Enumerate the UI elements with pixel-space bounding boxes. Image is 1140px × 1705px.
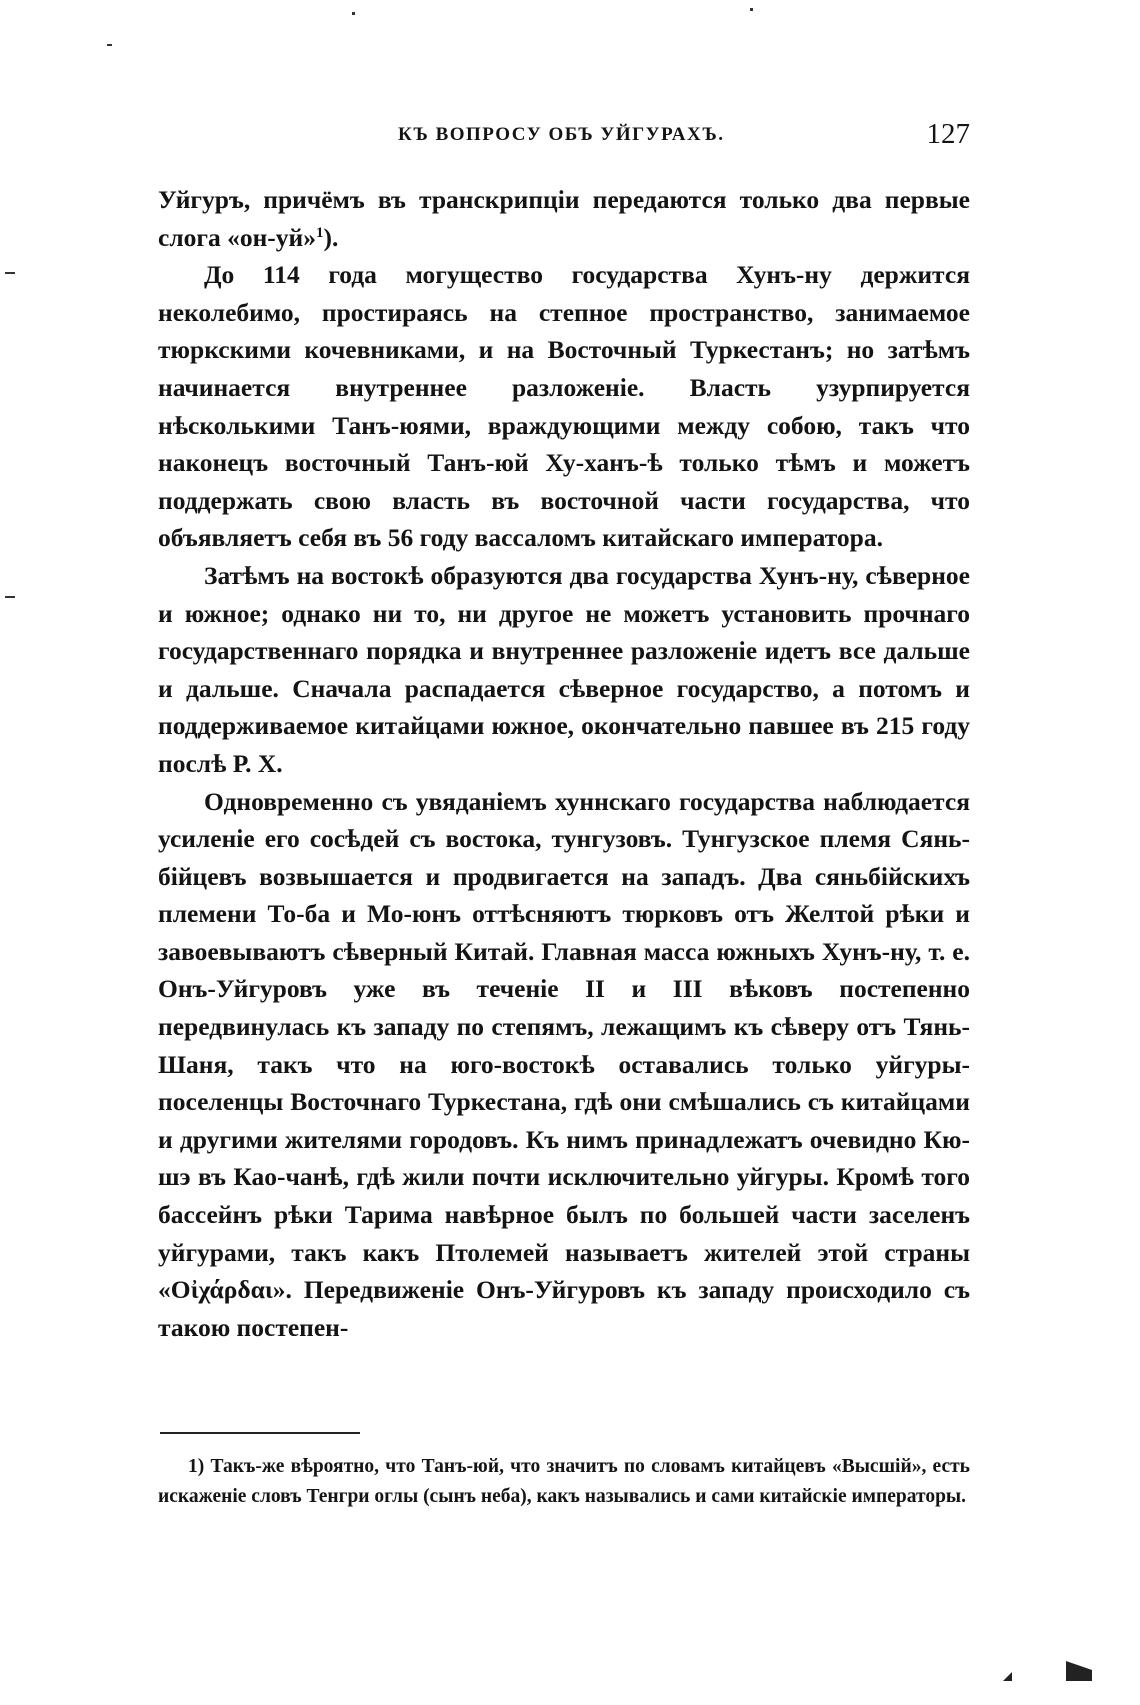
paragraph-2: До 114 года могущество государства Хунъ-ну держится неколебимо, простираясь на степное пространство, занимаемое тюркскими кочевниками, и на Восточный Туркестанъ; но затѣмъ начинается внутреннее разложеніе. Власть узурпируется нѣсколькими Танъ-юями, враждующими между собою, такъ что наконецъ восточный Танъ-юй Ху-ханъ-ѣ только тѣмъ и можетъ поддержать свою власть въ восточной части государства, что объявляетъ себя въ 56 году вассаломъ китайскаго императора. [158,260,970,553]
running-title: КЪ ВОПРОСУ ОБЪ УЙГУРАХЪ. [398,124,725,145]
footnote: 1) Такъ-же вѣроятно, что Танъ-юй, что значитъ по словамъ китайцевъ «Высшій», есть искаженіе словъ Тенгри оглы (сынъ неба), какъ назывались и сами китайскіе императоры. [158,1456,970,1507]
scan-speck [5,272,15,274]
paragraph-1-tail: ). [323,222,339,252]
scan-speck [750,8,753,11]
paragraph-4: Одновременно съ увяданіемъ хуннскаго государства наблюдается усиленіе его сосѣдей съ востока, тунгузовъ. Тунгузское племя Сянь-бійцевъ возвышается и продвигается на западъ. Два сяньбійскихъ племени То-ба и Мо-юнъ оттѣсняютъ тюрковъ отъ Желтой рѣки и завоевываютъ сѣверный Китай. Главная масса южныхъ Хунъ-ну, т. е. Онъ-Уйгуровъ уже въ теченіе II и III вѣковъ постепенно передвинулась къ западу по степямъ, лежащимъ къ сѣверу отъ Тянь-Шаня, такъ что на юго-востокѣ оставались только уйгуры-поселенцы Восточнаго Туркестана, гдѣ они смѣшались съ китайцами и другими жителями городовъ. Къ нимъ принадлежатъ очевидно Кю-шэ въ Као-чанѣ, гдѣ жили почти исключительно уйгуры. Кромѣ того бассейнъ рѣки Тарима навѣрное былъ по большей части заселенъ уйгурами, такъ какъ Птолемей называетъ жителей этой страны «Οἰχάρδαι». Передвиженіе Онъ-Уйгуровъ къ западу происходило съ такою постепен- [158,786,970,1342]
running-head [158,118,970,158]
footnote-rule [160,1432,360,1434]
paragraph-1-text: Уйгуръ, причёмъ въ транскрипціи передаются только два первые слога «он-уй» [158,185,970,252]
main-text [158,181,970,1346]
scan-speck [352,12,355,15]
scan-speck [107,44,112,46]
corner-mark-left [1003,1672,1012,1681]
page-number: 127 [926,118,970,150]
corner-mark-right [1066,1661,1092,1681]
footnote-ref: 1 [315,224,324,241]
paragraph-3: Затѣмъ на востокѣ образуются два государства Хунъ-ну, сѣверное и южное; однако ни то, ни другое не можетъ установить прочнаго государственнаго порядка и внутреннее разложеніе идетъ все дальше и дальше. Сначала распадается сѣверное государство, а потомъ и поддерживаемое китайцами южное, окончательно павшее въ 215 году послѣ Р. Х. [158,560,970,778]
paragraph-1 [158,181,970,256]
scan-speck [5,596,15,598]
